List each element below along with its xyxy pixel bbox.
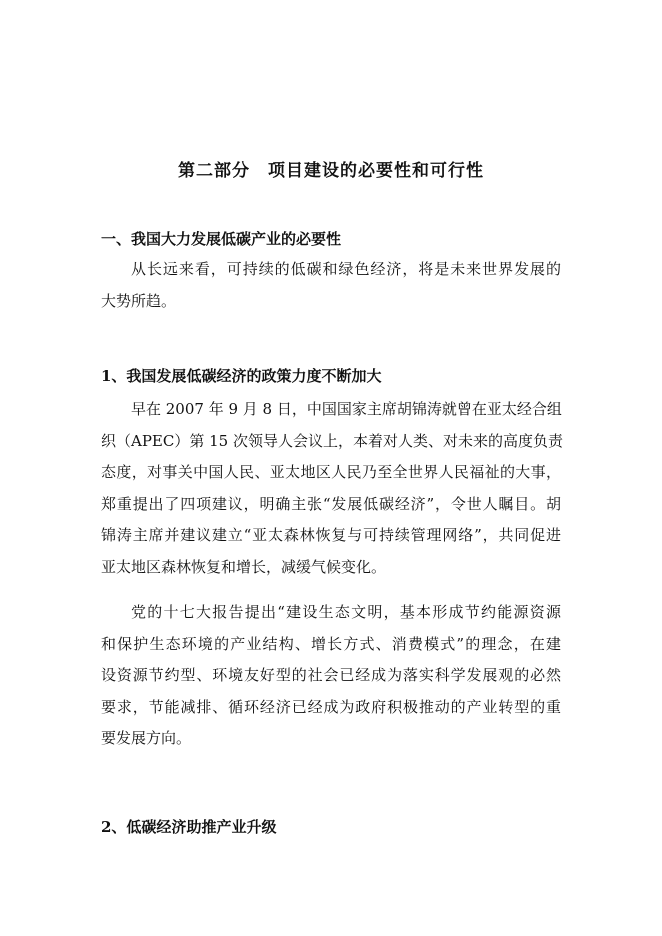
page-title: 第二部分 项目建设的必要性和可行性: [178, 161, 484, 181]
paragraph-line: 要发展方向。: [101, 729, 192, 747]
paragraph-line: 早在 2007 年 9 月 8 日，中国国家主席胡锦涛就曾在亚太经合组: [131, 400, 562, 418]
subsection-paragraph-congress: [101, 597, 561, 755]
paragraph-line: 要求，节能减排、循环经济已经成为政府积极推动的产业转型的重: [101, 697, 561, 716]
paragraph-line: 锦涛主席并建议建立“亚太森林恢复与可持续管理网络”，共同促进: [101, 526, 561, 544]
paragraph-line: 亚太地区森林恢复和增长，减缓气候变化。: [101, 557, 387, 576]
section-paragraph-intro: [101, 254, 561, 317]
paragraph-line: 和保护生态环境的产业结构、增长方式、消费模式”的理念，在建: [101, 634, 561, 653]
paragraph-line: 从长远来看，可持续的低碳和绿色经济，将是未来世界发展的: [131, 260, 561, 278]
paragraph-line: 郑重提出了四项建议，明确主张“发展低碳经济”，令世人瞩目。胡: [101, 494, 561, 513]
paragraph-line: 织（APEC）第 15 次领导人会议上，本着对人类、对未来的高度负责: [101, 431, 563, 450]
paragraph-line: 大势所趋。: [101, 291, 177, 310]
section-heading-necessity: 一、我国大力发展低碳产业的必要性: [101, 230, 342, 248]
subsection-heading-upgrade: 2、低碳经济助推产业升级: [101, 818, 277, 836]
paragraph-line: 态度，对事关中国人民、亚太地区人民乃至全世界人民福祉的大事，: [101, 463, 561, 481]
subsection-paragraph-apec: [101, 394, 561, 583]
paragraph-line: 设资源节约型、环境友好型的社会已经成为落实科学发展观的必然: [101, 666, 561, 684]
paragraph-line: 党的十七大报告提出“建设生态文明，基本形成节约能源资源: [131, 603, 561, 621]
subsection-heading-policy: 1、我国发展低碳经济的政策力度不断加大: [101, 367, 382, 385]
